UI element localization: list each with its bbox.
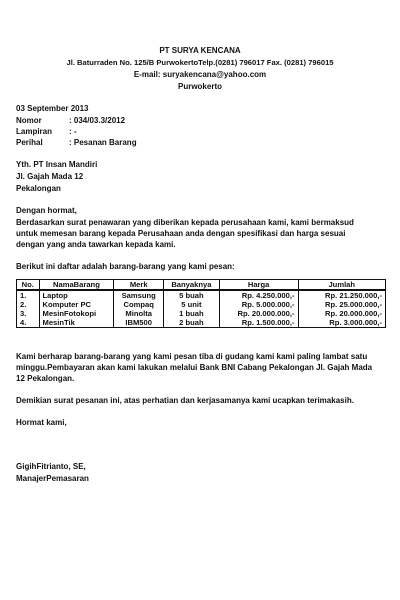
cell-name: Laptop — [39, 290, 114, 300]
meta-label-perihal: Perihal — [16, 138, 43, 147]
cell-qty: 5 unit — [164, 300, 220, 309]
cell-merk: Minolta — [114, 309, 164, 318]
cell-no: 4. — [17, 318, 40, 328]
sign-off: Hormat kami, — [16, 418, 67, 427]
letter-date: 03 September 2013 — [16, 104, 89, 113]
table-row — [17, 309, 386, 318]
table-header-row — [17, 280, 386, 291]
company-city: Purwokerto — [177, 82, 222, 91]
column-header-no: No. — [17, 280, 40, 291]
cell-merk: Samsung — [114, 290, 164, 300]
column-header-merk: Merk — [114, 280, 164, 291]
cell-name: Komputer PC — [39, 300, 114, 309]
cell-merk: IBM500 — [114, 318, 164, 328]
cell-no: 1. — [17, 290, 40, 300]
cell-no: 2. — [17, 300, 40, 309]
closing-line: 12 Pekalongan. — [16, 374, 75, 383]
cell-total: Rp. 3.000.000,- — [298, 318, 386, 328]
column-header-qty: Banyaknya — [164, 280, 220, 291]
company-email: E-mail: suryakencana@yahoo.com — [133, 70, 267, 79]
meta-value-nomor: : 034/03.3/2012 — [69, 116, 126, 125]
intro-line: untuk memesan barang kepada Perusahaan anda dengan spesifikasi dan harga sesuai — [16, 229, 346, 238]
cell-qty: 1 buah — [164, 309, 220, 318]
greeting: Dengan hormat, — [16, 206, 77, 215]
meta-label-nomor: Nomor — [16, 116, 42, 125]
cell-price: Rp. 4.250.000,- — [219, 290, 298, 300]
intro-line: Berdasarkan surat penawaran yang diberikan kepada perusahaan kami, kami bermaksud — [16, 218, 354, 227]
signer-title: ManajerPemasaran — [16, 474, 89, 483]
meta-label-lampiran: Lampiran — [16, 127, 53, 136]
cell-qty: 5 buah — [164, 290, 220, 300]
signer-name: GigihFitrianto, SE, — [16, 462, 86, 471]
cell-total: Rp. 25.000.000,- — [298, 300, 386, 309]
table-row — [17, 290, 386, 300]
intro-line: dengan yang anda tawarkan kepada kami. — [16, 240, 176, 249]
cell-merk: Compaq — [114, 300, 164, 309]
cell-price: Rp. 1.500.000,- — [219, 318, 298, 328]
cell-no: 3. — [17, 309, 40, 318]
column-header-name: NamaBarang — [39, 280, 114, 291]
thanks-line: Demikian surat pesanan ini, atas perhatian dan kerjasamanya kami ucapkan terimakasih. — [16, 396, 354, 405]
cell-total: Rp. 20.000.000,- — [298, 309, 386, 318]
recipient-line: Jl. Gajah Mada 12 — [16, 172, 84, 181]
cell-qty: 2 buah — [164, 318, 220, 328]
closing-line: minggu.Pembayaran akan kami lakukan melalui Bank BNI Cabang Pekalongan Jl. Gajah Mada — [16, 363, 373, 372]
cell-price: Rp. 5.000.000,- — [219, 300, 298, 309]
column-header-total: Jumlah — [298, 280, 386, 291]
column-header-price: Harga — [219, 280, 298, 291]
cell-name: MesinFotokopi — [39, 309, 114, 318]
cell-price: Rp. 20.000.000,- — [219, 309, 298, 318]
table-row — [17, 318, 386, 328]
company-address: Jl. Baturraden No. 125/B PurwokertoTelp.(0281) 796017 Fax. (0281) 796015 — [66, 58, 334, 67]
closing-line: Kami berharap barang-barang yang kami pesan tiba di gudang kami kami paling lambat satu — [16, 352, 368, 361]
list-intro: Berikut ini daftar adalah barang-barang yang kami pesan: — [16, 262, 235, 271]
recipient-line: Pekalongan — [16, 184, 61, 193]
cell-total: Rp. 21.250.000,- — [298, 290, 386, 300]
cell-name: MesinTik — [39, 318, 114, 328]
meta-value-perihal: : Pesanan Barang — [69, 138, 137, 147]
recipient-line: Yth. PT Insan Mandiri — [16, 160, 98, 169]
order-table — [16, 279, 386, 328]
company-name: PT SURYA KENCANA — [159, 46, 241, 55]
table-row — [17, 300, 386, 309]
meta-value-lampiran: : - — [69, 127, 77, 136]
